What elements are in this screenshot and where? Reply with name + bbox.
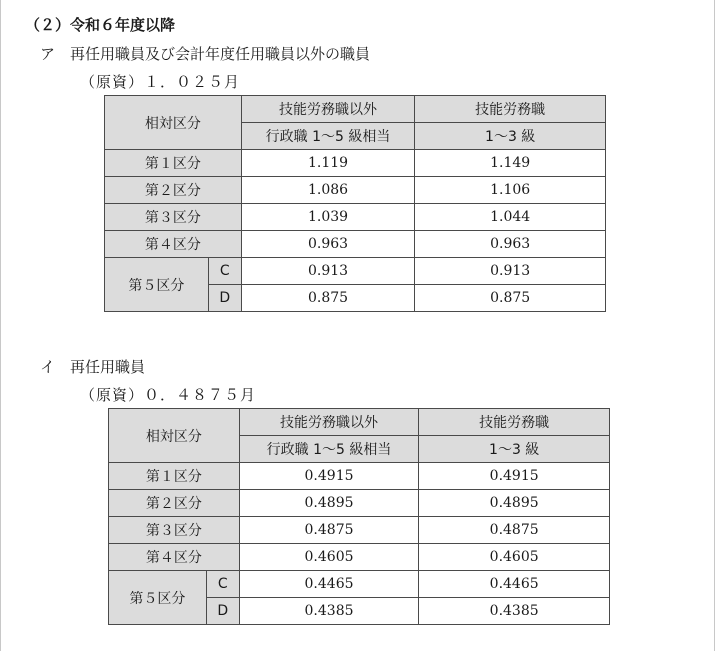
section-a-table	[104, 95, 606, 312]
cell-value: 0.963	[415, 231, 606, 258]
cell-value: 0.4605	[419, 544, 610, 571]
group-label: 第５区分	[109, 571, 207, 625]
sub-label: C	[208, 258, 241, 285]
cell-value: 0.963	[241, 231, 415, 258]
table-row	[105, 150, 606, 177]
cell-value: 0.4605	[239, 544, 419, 571]
cell-value: 0.913	[415, 258, 606, 285]
cell-value: 0.4915	[419, 463, 610, 490]
cell-value: 1.149	[415, 150, 606, 177]
cell-value: 0.4895	[239, 490, 419, 517]
table-row	[109, 544, 610, 571]
cell-value: 0.4895	[419, 490, 610, 517]
table-row	[105, 231, 606, 258]
cell-value: 1.106	[415, 177, 606, 204]
table-header-row	[105, 96, 606, 123]
cell-value: 0.4465	[419, 571, 610, 598]
table-row	[109, 571, 610, 598]
col1-header-top: 技能労務職以外	[239, 409, 419, 436]
table-row	[109, 517, 610, 544]
table-row	[105, 258, 606, 285]
row-label: 第４区分	[105, 231, 242, 258]
cell-value: 1.044	[415, 204, 606, 231]
row-label: 第２区分	[105, 177, 242, 204]
row-label: 第３区分	[109, 517, 240, 544]
cell-value: 0.875	[415, 285, 606, 312]
table-row	[109, 463, 610, 490]
corner-label: 相対区分	[109, 409, 240, 463]
cell-value: 0.875	[241, 285, 415, 312]
sub-label: D	[208, 285, 241, 312]
row-label: 第４区分	[109, 544, 240, 571]
col1-header-top: 技能労務職以外	[241, 96, 415, 123]
row-label: 第１区分	[109, 463, 240, 490]
section-a-title: ア 再任用職員及び会計年度任用職員以外の職員	[40, 45, 371, 63]
cell-value: 0.4875	[419, 517, 610, 544]
sub-label: D	[206, 598, 239, 625]
table-row	[105, 204, 606, 231]
cell-value: 1.086	[241, 177, 415, 204]
cell-value: 1.039	[241, 204, 415, 231]
cell-value: 1.119	[241, 150, 415, 177]
section-b-basis: （原資）０．４８７５月	[80, 386, 257, 404]
cell-value: 0.4875	[239, 517, 419, 544]
col2-header-bottom: 1〜3 級	[419, 436, 610, 463]
group-label: 第５区分	[105, 258, 209, 312]
sub-label: C	[206, 571, 239, 598]
section-a-basis: （原資）１．０２５月	[80, 73, 241, 91]
section-heading: （２）令和６年度以降	[25, 16, 176, 34]
section-b-table	[108, 408, 610, 625]
corner-label: 相対区分	[105, 96, 242, 150]
col1-header-bottom: 行政職 1〜5 級相当	[239, 436, 419, 463]
table-row	[105, 177, 606, 204]
cell-value: 0.4915	[239, 463, 419, 490]
col2-header-top: 技能労務職	[415, 96, 606, 123]
col1-header-bottom: 行政職 1〜5 級相当	[241, 123, 415, 150]
col2-header-top: 技能労務職	[419, 409, 610, 436]
row-label: 第３区分	[105, 204, 242, 231]
table-header-row	[109, 409, 610, 436]
col2-header-bottom: 1〜3 級	[415, 123, 606, 150]
cell-value: 0.4465	[239, 571, 419, 598]
section-b-title: イ 再任用職員	[40, 358, 146, 376]
cell-value: 0.913	[241, 258, 415, 285]
cell-value: 0.4385	[419, 598, 610, 625]
table-row	[109, 490, 610, 517]
row-label: 第２区分	[109, 490, 240, 517]
row-label: 第１区分	[105, 150, 242, 177]
cell-value: 0.4385	[239, 598, 419, 625]
